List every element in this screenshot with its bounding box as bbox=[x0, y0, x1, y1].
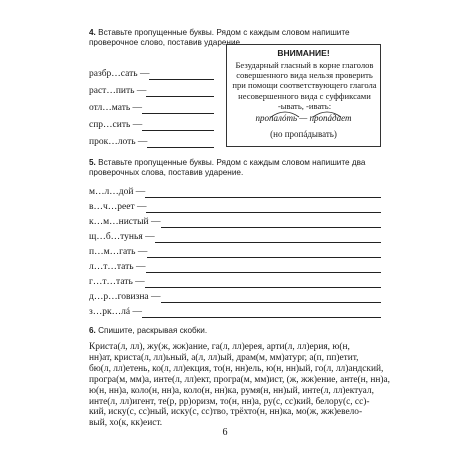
task-5-word: к…м…нистый — bbox=[89, 217, 161, 227]
attention-note-box bbox=[226, 44, 381, 147]
task-5-row[interactable] bbox=[89, 216, 381, 228]
task-4-row[interactable] bbox=[89, 119, 214, 131]
answer-line[interactable] bbox=[161, 218, 381, 228]
task-4-word: раст…пить — bbox=[89, 86, 147, 96]
task-5-row[interactable] bbox=[89, 291, 381, 303]
task-5-row[interactable] bbox=[89, 231, 381, 243]
text-line: програ(м, мм)а, инте(л, лл)ект, програ(м, мм)ист, (ж, жж)ение, анте(н, нн)а, bbox=[89, 374, 390, 385]
task-4-number: 4. bbox=[89, 28, 96, 37]
task-5-word: в…ч…реет — bbox=[89, 202, 147, 212]
task-5-instruction bbox=[89, 158, 379, 178]
answer-line[interactable] bbox=[149, 70, 214, 80]
task-5-row[interactable] bbox=[89, 276, 381, 288]
task-5-word: м…л…дой — bbox=[89, 187, 146, 197]
text-line: инте(л, лл)игент, те(р, рр)оризм, то(н, нн)а, ру(с, сс)кий, белору(с, сс)- bbox=[89, 396, 370, 407]
task-4-row[interactable] bbox=[89, 68, 214, 80]
task-5-row[interactable] bbox=[89, 201, 381, 213]
answer-line[interactable] bbox=[146, 263, 382, 273]
task-5-text: Вставьте пропущенные буквы. Рядом с каждым словом напишите два проверочных слова, поставив ударение. bbox=[89, 158, 366, 177]
text-line: кий, иску(с, сс)ный, иску(с, сс)тво, трёхто(н, нн)ка, мо(ж, жж)евело- bbox=[89, 407, 363, 418]
task-4-row[interactable] bbox=[89, 136, 214, 148]
task-4-word: отл…мать — bbox=[89, 103, 143, 113]
task-4-text: Вставьте пропущенные буквы. Рядом с каждым словом напишите проверочное слово, поставив ударение. bbox=[89, 28, 350, 47]
task-4-word: прок…лоть — bbox=[89, 137, 148, 147]
task-6-text: Спишите, раскрывая скобки. bbox=[98, 326, 208, 335]
answer-line[interactable] bbox=[146, 87, 214, 97]
answer-line[interactable] bbox=[142, 104, 214, 114]
text-line: бю(л, лл)етень, ко(л, лл)екция, то(н, нн)ель, ю(н, нн)ый, го(л, лл)андский, bbox=[89, 363, 384, 374]
answer-line[interactable] bbox=[142, 308, 381, 318]
task-6-number: 6. bbox=[89, 326, 96, 335]
answer-line[interactable] bbox=[161, 293, 382, 303]
task-5-number: 5. bbox=[89, 158, 96, 167]
task-4-word: разбр…сать — bbox=[89, 69, 150, 79]
task-5-word: щ…б…тунья — bbox=[89, 232, 155, 242]
answer-line[interactable] bbox=[155, 233, 381, 243]
answer-line[interactable] bbox=[147, 248, 381, 258]
task-5-row[interactable] bbox=[89, 306, 381, 318]
task-5-row[interactable] bbox=[89, 186, 381, 198]
answer-line[interactable] bbox=[145, 278, 381, 288]
note-text: Безударный гласный в корне глаголов совершенного вида нельзя проверить при помощи соответствующего глагола несовершенного вида с суффиксами -ывать, -ивать: bbox=[232, 60, 377, 111]
task-4-word: спр…сить — bbox=[89, 120, 143, 130]
page-number: 6 bbox=[222, 427, 228, 438]
task-6-text-block bbox=[89, 342, 390, 429]
text-line: ю(н, нн)а, коло(н, нн)а, коло(н, нн)ка, румя(н, нн)ый, инте(л, лл)ектуал, bbox=[89, 385, 374, 396]
task-5-word: з…рк…лá — bbox=[89, 307, 142, 317]
note-title: ВНИМАНИЕ! bbox=[277, 48, 330, 58]
task-5-row[interactable] bbox=[89, 261, 381, 273]
task-5-row[interactable] bbox=[89, 246, 381, 258]
text-line: Криста(л, лл), жу(ж, жж)ание, га(л, лл)ерея, арти(л, лл)ерия, ю(н, bbox=[89, 342, 350, 352]
task-4-row[interactable] bbox=[89, 102, 214, 114]
note-example-2: (но пропáдывать) bbox=[270, 129, 337, 139]
text-line: нн)ат, криста(л, лл)ьный, а(л, лл)ый, драм(м, мм)атург, а(п, пп)етит, bbox=[89, 352, 359, 363]
answer-line[interactable] bbox=[146, 203, 381, 213]
task-5-word: п…м…гать — bbox=[89, 247, 148, 257]
answer-line[interactable] bbox=[147, 138, 214, 148]
task-6-instruction bbox=[89, 326, 379, 336]
task-5-word: г…т…тать — bbox=[89, 277, 145, 287]
note-example-1: пропалóть — пропáдает bbox=[255, 113, 352, 123]
text-line: вый, хо(к, кк)еист. bbox=[89, 418, 163, 429]
task-4-row[interactable] bbox=[89, 85, 214, 97]
task-5-word: д…р…говизна — bbox=[89, 292, 161, 302]
answer-line[interactable] bbox=[145, 188, 381, 198]
answer-line[interactable] bbox=[142, 121, 214, 131]
task-5-word: л…т…тать — bbox=[89, 262, 146, 272]
